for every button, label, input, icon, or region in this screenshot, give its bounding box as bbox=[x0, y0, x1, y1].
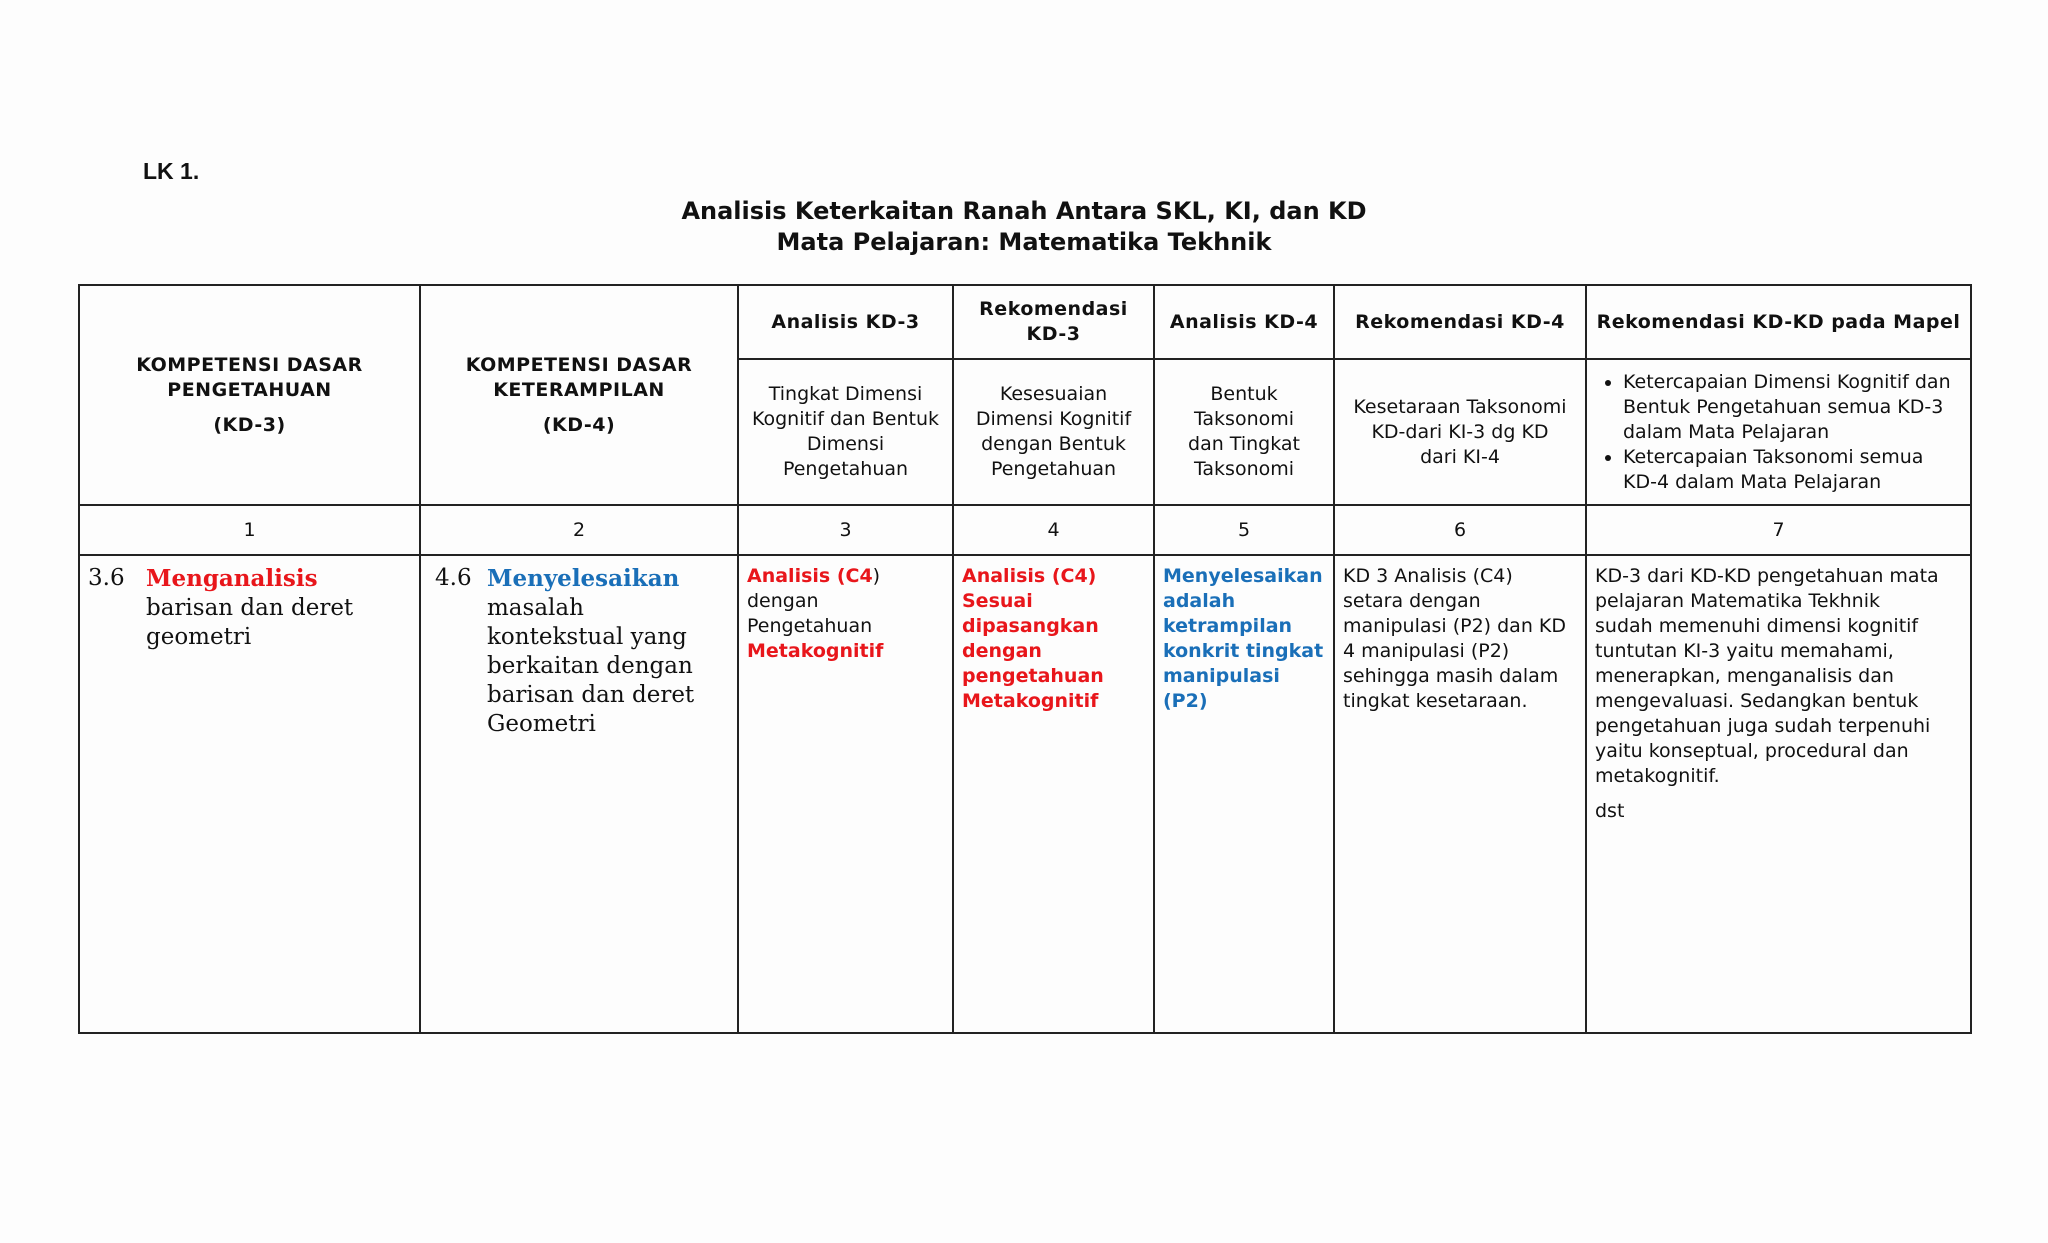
rekomendasi-mapel-dst: dst bbox=[1595, 800, 1625, 822]
list-item: • Ketercapaian Dimensi Kognitif dan Bentuk Pengetahuan semua KD-3 dalam Mata Pelajaran bbox=[1623, 370, 1962, 445]
cell-kd4 bbox=[420, 555, 738, 1033]
kd3-text: barisan dan deret geometri bbox=[146, 595, 354, 650]
worksheet-label: LK 1. bbox=[143, 158, 200, 184]
header-rekomendasi-kd3-line2: KD-3 bbox=[1026, 323, 1081, 345]
analysis-table bbox=[78, 284, 1972, 1034]
column-number: 5 bbox=[1154, 505, 1334, 555]
cell-rekomendasi-kd4 bbox=[1334, 555, 1586, 1033]
header-kd4 bbox=[420, 285, 738, 505]
header-kd4-line1: KOMPETENSI DASAR bbox=[465, 353, 693, 376]
sub-analisis-kd4: Bentuk Taksonomi dan Tingkat Taksonomi bbox=[1154, 359, 1334, 505]
cell-analisis-kd4 bbox=[1154, 555, 1334, 1033]
kd4-text: masalah kontekstual yang berkaitan dengan barisan dan deret Geometri bbox=[487, 595, 695, 737]
column-number: 4 bbox=[953, 505, 1154, 555]
cell-kd3 bbox=[79, 555, 420, 1033]
analisis-kd3-text: dengan Pengetahuan bbox=[747, 590, 873, 637]
analisis-kd3-level: Analisis (C4 bbox=[747, 565, 873, 587]
sub-rekomendasi-kd3: Kesesuaian Dimensi Kognitif dengan Bentuk Pengetahuan bbox=[953, 359, 1154, 505]
column-number: 7 bbox=[1586, 505, 1971, 555]
header-rekomendasi-mapel: Rekomendasi KD-KD pada Mapel bbox=[1586, 285, 1971, 359]
rekomendasi-kd3-text: Analisis (C4) Sesuai dipasangkan dengan pengetahuan Metakognitif bbox=[962, 565, 1104, 712]
header-kd3 bbox=[79, 285, 420, 505]
column-number: 1 bbox=[79, 505, 420, 555]
kd3-number: 3.6 bbox=[88, 565, 125, 591]
column-number: 2 bbox=[420, 505, 738, 555]
analisis-kd3-paren: ) bbox=[872, 565, 881, 587]
column-number: 6 bbox=[1334, 505, 1586, 555]
header-kd3-line2: PENGETAHUAN bbox=[167, 378, 332, 401]
header-kd4-line2: KETERAMPILAN bbox=[493, 378, 665, 401]
header-kd3-line1: KOMPETENSI DASAR bbox=[136, 353, 363, 376]
page-subtitle: Mata Pelajaran: Matematika Tekhnik bbox=[776, 228, 1272, 256]
title-block bbox=[0, 196, 2048, 258]
header-kd3-code: (KD-3) bbox=[213, 413, 286, 436]
column-number: 3 bbox=[738, 505, 953, 555]
cell-rekomendasi-kd3 bbox=[953, 555, 1154, 1033]
header-analisis-kd4: Analisis KD-4 bbox=[1154, 285, 1334, 359]
header-rekomendasi-kd3 bbox=[953, 285, 1154, 359]
kd4-verb: Menyelesaikan bbox=[487, 565, 680, 592]
header-rekomendasi-kd4: Rekomendasi KD-4 bbox=[1334, 285, 1586, 359]
cell-rekomendasi-mapel bbox=[1586, 555, 1971, 1033]
header-rekomendasi-kd3-line1: Rekomendasi bbox=[979, 298, 1128, 320]
header-analisis-kd3: Analisis KD-3 bbox=[738, 285, 953, 359]
rekomendasi-kd4-text: KD 3 Analisis (C4) setara dengan manipulasi (P2) dan KD 4 manipulasi (P2) sehingga masih dalam tingkat kesetaraan. bbox=[1343, 565, 1566, 712]
sub-analisis-kd3: Tingkat Dimensi Kognitif dan Bentuk Dimensi Pengetahuan bbox=[738, 359, 953, 505]
bullet-list bbox=[1595, 370, 1962, 495]
analisis-kd3-knowledge: Metakognitif bbox=[747, 640, 884, 662]
sub-rekomendasi-kd4: Kesetaraan Taksonomi KD-dari KI-3 dg KD dari KI-4 bbox=[1334, 359, 1586, 505]
cell-analisis-kd3 bbox=[738, 555, 953, 1033]
header-kd4-code: (KD-4) bbox=[542, 413, 616, 436]
list-item: • Ketercapaian Taksonomi semua KD-4 dalam Mata Pelajaran bbox=[1623, 445, 1962, 495]
rekomendasi-mapel-text: KD-3 dari KD-KD pengetahuan mata pelajaran Matematika Tekhnik sudah memenuhi dimensi kognitif tuntutan KI-3 yaitu memahami, menerapkan, menganalisis dan mengevaluasi. Sedangkan bentuk pengetahuan juga sudah terpenuhi yaitu konseptual, procedural dan metakognitif. bbox=[1595, 565, 1939, 787]
page-title: Analisis Keterkaitan Ranah Antara SKL, KI, dan KD bbox=[681, 197, 1367, 225]
sub-rekomendasi-mapel bbox=[1586, 359, 1971, 505]
kd3-verb: Menganalisis bbox=[146, 565, 318, 592]
kd4-number: 4.6 bbox=[435, 565, 472, 591]
analisis-kd4-text: Menyelesaikan adalah ketrampilan konkrit tingkat manipulasi (P2) bbox=[1163, 565, 1324, 712]
